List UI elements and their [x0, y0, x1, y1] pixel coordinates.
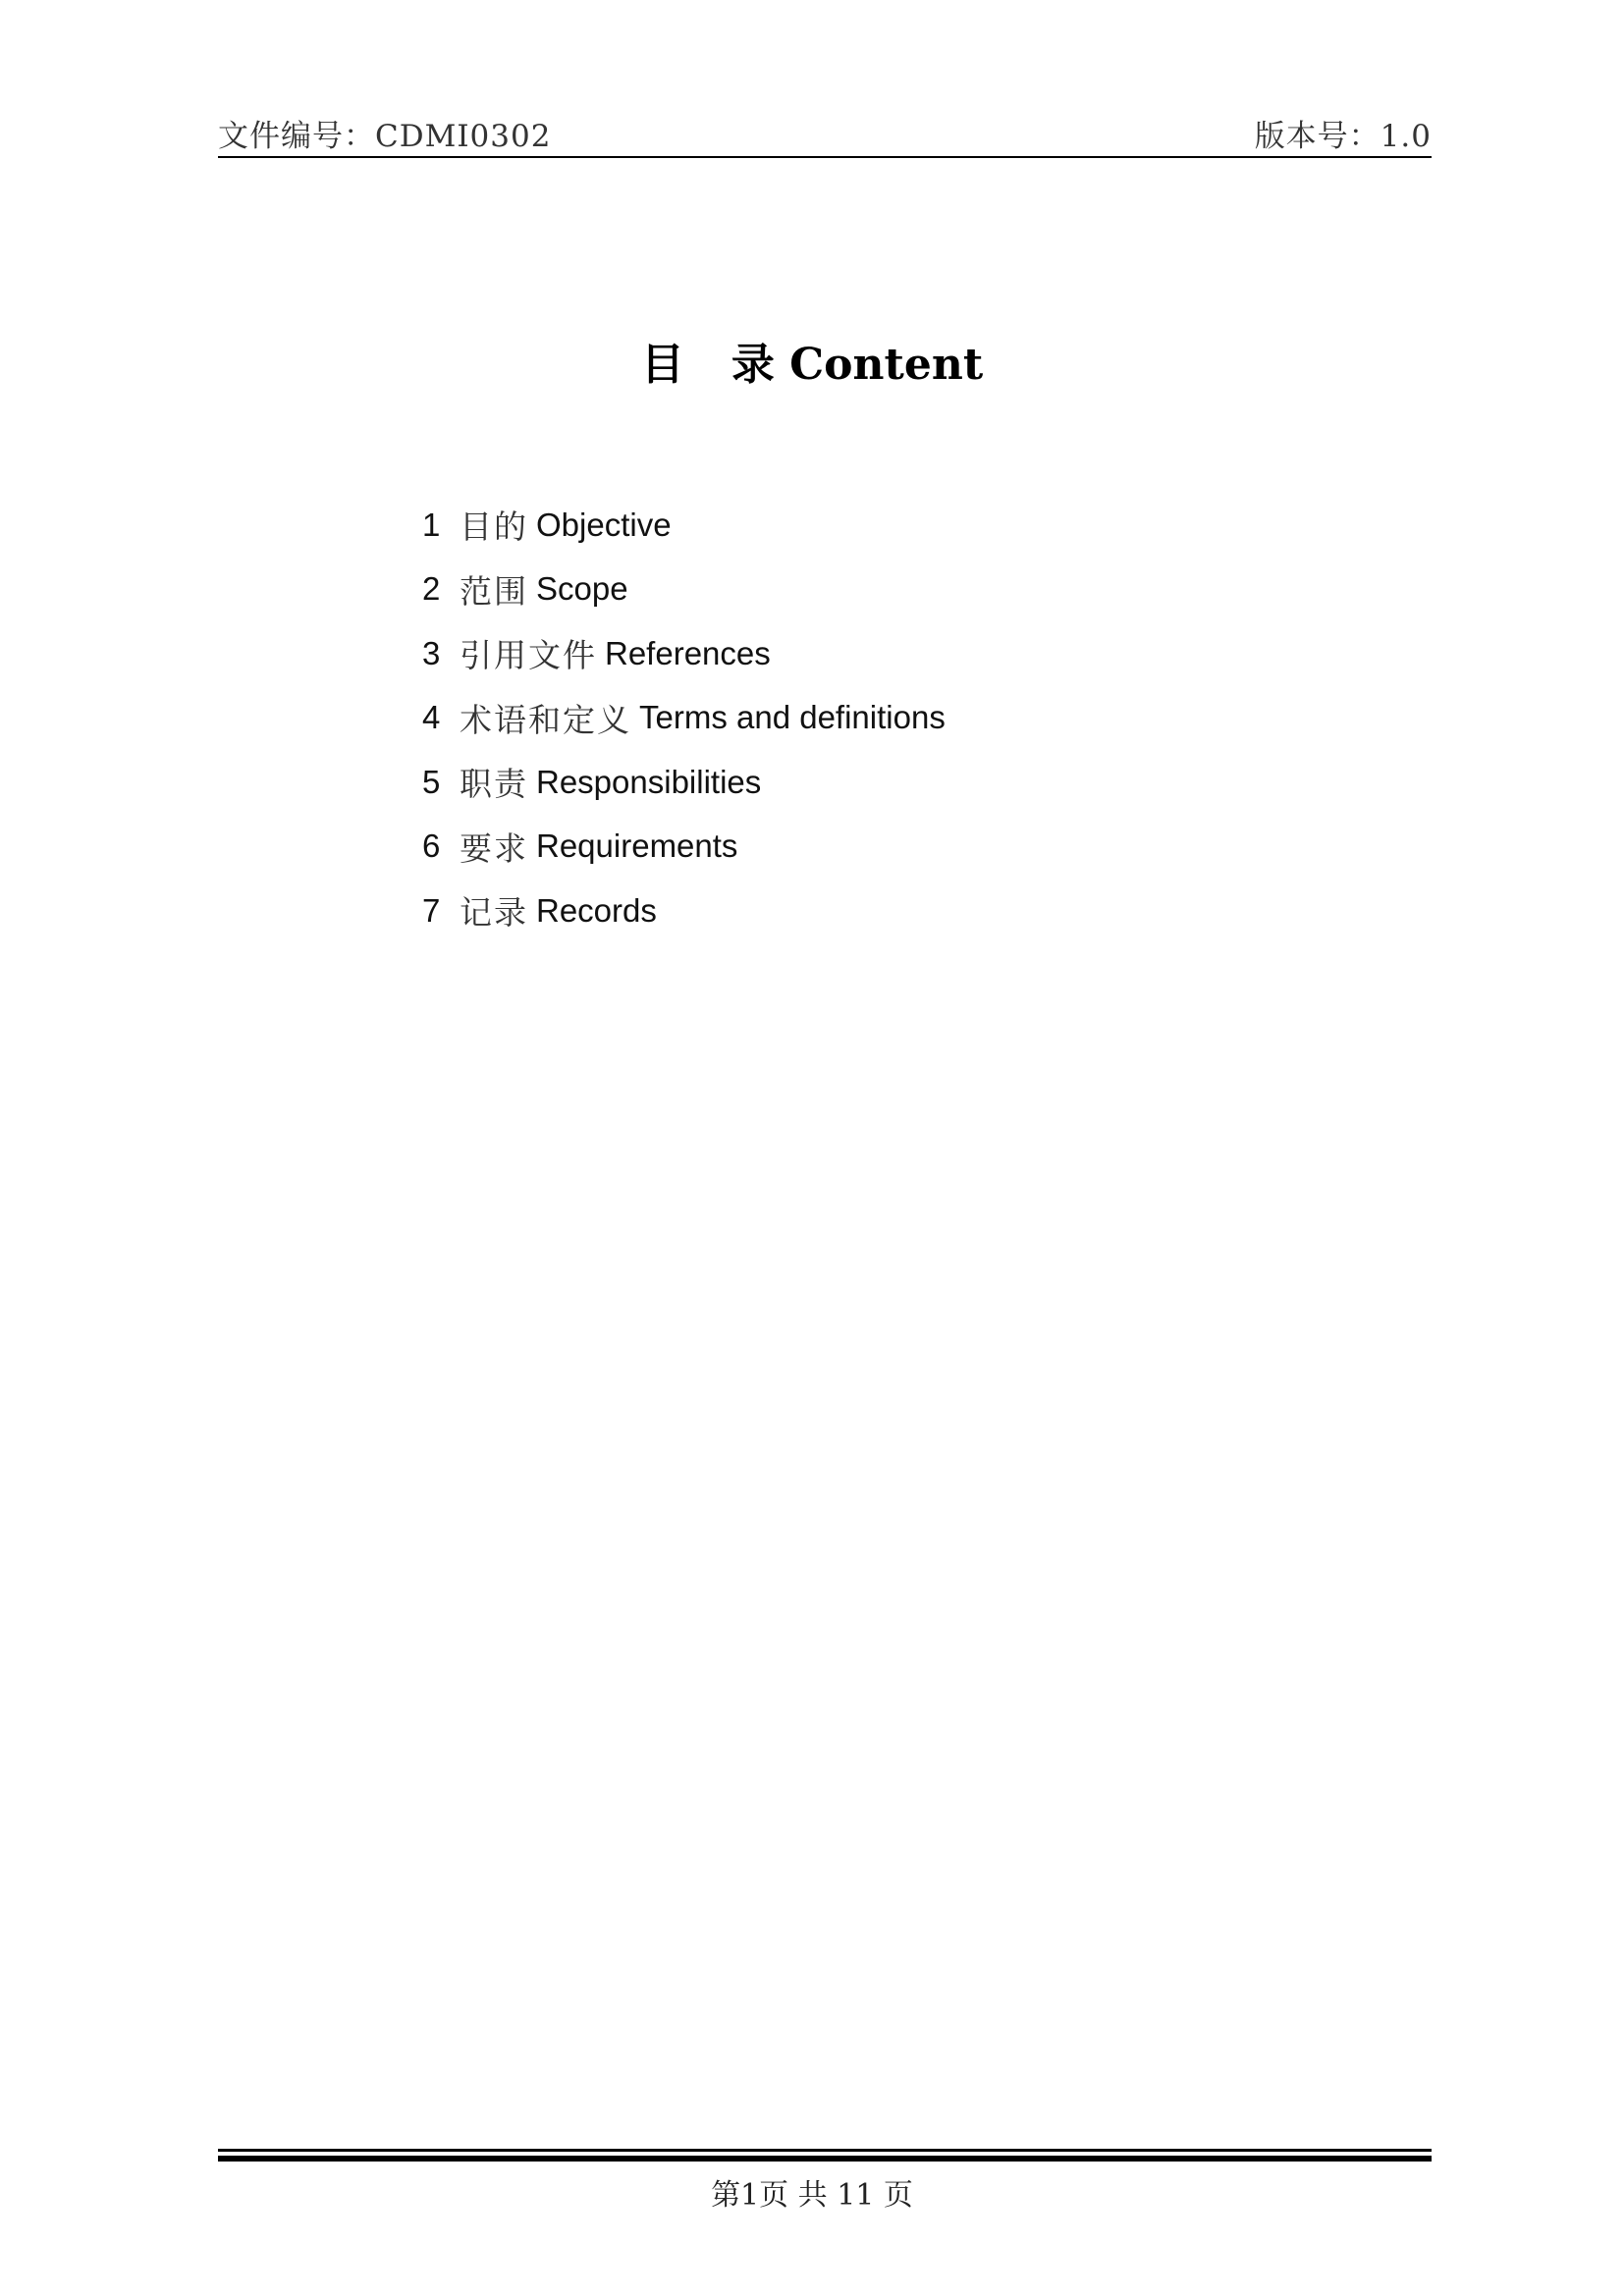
toc-item-en: References — [605, 634, 771, 671]
toc-item-cn: 职责 — [460, 765, 528, 804]
toc-title-cn-first: 目 — [640, 340, 684, 390]
toc-item-en: Scope — [536, 570, 628, 608]
toc-item-en: Objective — [536, 506, 672, 543]
toc-item-cn: 记录 — [460, 893, 528, 933]
toc-item-cn: 目的 — [460, 507, 528, 547]
header-divider — [218, 156, 1432, 158]
page-header — [218, 108, 1432, 155]
page-number: 第1页 共 11 页 — [711, 2178, 913, 2213]
version-number: 版本号：1.0 — [1254, 119, 1432, 154]
table-of-contents — [422, 493, 946, 943]
toc-item-terms[interactable] — [422, 686, 946, 751]
toc-item-number: 4 — [422, 699, 441, 736]
toc-item-number: 6 — [422, 828, 441, 865]
toc-item-number: 5 — [422, 763, 441, 800]
toc-item-number: 7 — [422, 891, 441, 929]
toc-title-cn-second: 录 — [731, 340, 775, 390]
toc-item-objective[interactable] — [422, 493, 946, 558]
toc-item-records[interactable] — [422, 879, 946, 943]
footer-divider-thick — [218, 2156, 1432, 2162]
toc-item-number: 2 — [422, 570, 441, 608]
toc-item-en: Requirements — [536, 828, 738, 865]
toc-item-scope[interactable] — [422, 558, 946, 622]
toc-item-cn: 范围 — [460, 571, 528, 611]
toc-item-cn: 术语和定义 — [460, 700, 631, 739]
toc-item-en: Terms and definitions — [639, 699, 946, 736]
toc-item-requirements[interactable] — [422, 815, 946, 880]
toc-item-references[interactable] — [422, 621, 946, 686]
toc-item-number: 1 — [422, 506, 441, 543]
toc-item-responsibilities[interactable] — [422, 750, 946, 815]
document-number: 文件编号：CDMI0302 — [218, 119, 552, 154]
toc-item-en: Records — [536, 891, 657, 929]
toc-item-en: Responsibilities — [536, 763, 762, 800]
toc-title — [0, 329, 1624, 392]
toc-item-cn: 引用文件 — [460, 636, 597, 675]
toc-item-cn: 要求 — [460, 828, 528, 868]
toc-item-number: 3 — [422, 634, 441, 671]
toc-title-en: Content — [789, 340, 984, 390]
footer-divider-thin — [218, 2149, 1432, 2152]
